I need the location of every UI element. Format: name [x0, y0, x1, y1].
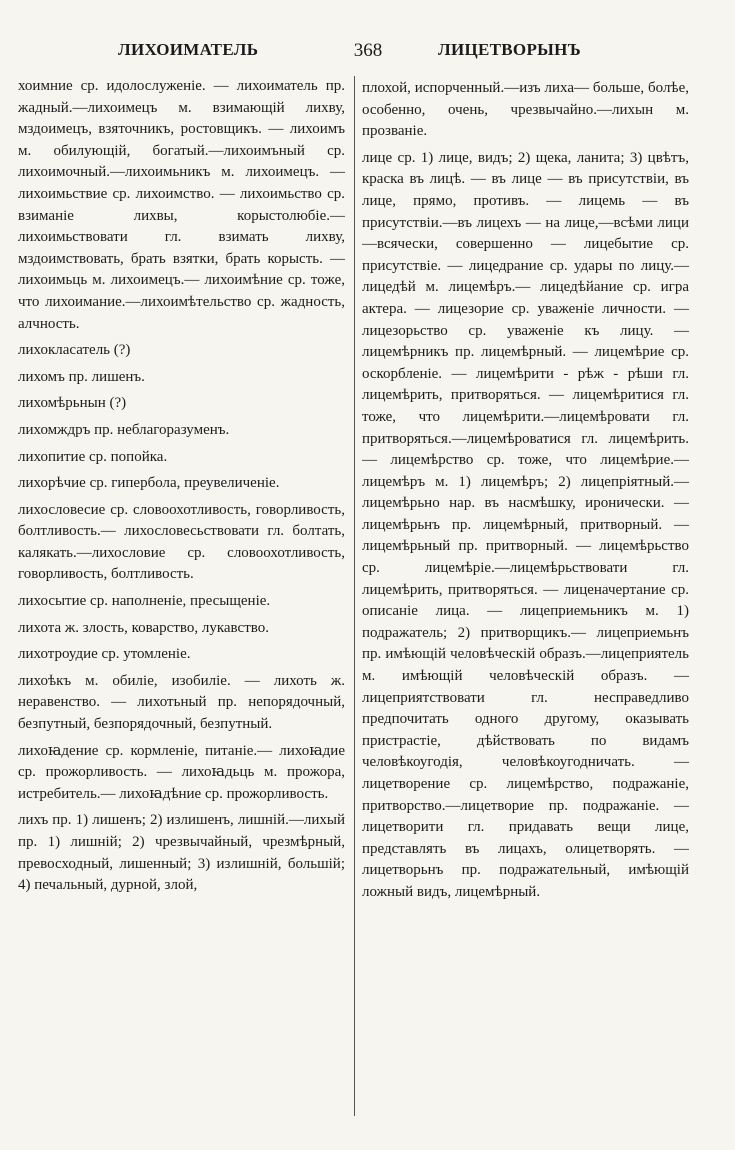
text-columns	[18, 76, 718, 1126]
dictionary-entry: лихомждръ пр. неблагоразуменъ.	[18, 421, 230, 438]
dictionary-entry: лице ср. 1) лице, видъ; 2) щека, ланита; 3) цвѣтъ, краска въ лицѣ. — въ лице — въ присутствіи, въ лице, прямо, противъ. — лицемь — въ присутствіи.—въ лицехъ — на лице,—всѣми лици—всячески, совершенно — лицебытие ср. присутствіе. — лицедрание ср. удары по лицу.—лицедѣй м. лицемѣръ.— лицедѣйание ср. игра актера. — лицезорие ср. уваженіе личности. — лицезорьство ср. уваженіе къ лицу. —лицемѣрникъ пр. лицемѣрный. — лицемѣрие ср. оскорбленіе. — лицемѣрити - рѣж - рѣши гл. лицемѣрить, притворяться. — лицемѣритися гл. тоже, что лицемѣрити.—лицемѣровати гл. притворяться.—лицемѣроватися гл. лицемѣрить. — лицемѣрство ср. тоже, что лицемѣрие.—лицемѣръ м. 1) лицемѣръ; 2) лицепріятный.—лицемѣрьно нар. въ насмѣшку, иронически. — лицемѣрьнъ пр. лицемѣрный, притворный. — лицемѣрьный пр. притворный. — лицемѣрьство ср. лицемѣріе.—лицемѣрьствовати гл. лицемѣрить, притворяться. — лиценачертание ср. описаніе лица. — лицеприемьникъ м. 1) подражатель; 2) притворщикъ.— лицеприемьнъ пр. имѣющій человѣческій образъ.—лицеприятель м. имѣющій человѣческій образъ. — лицеприятствовати гл. несправедливо предпочитать одного другому, оказывать пристрастіе, дѣйствовать по видамъ человѣкоугодія, человѣкоугодничать. — лицетворение ср. лицемѣрство, подражаніе, притворство.—лицетворие пр. подражаніе. —лицетворити гл. придавать вещи лице, представлять въ лицахъ, олицетворять. — лицетворьнъ пр. подражательный, имѣющій ложный видъ, лицемѣрный.	[362, 149, 689, 900]
dictionary-entry: лихота ж. злость, коварство, лукавство.	[18, 619, 269, 636]
dictionary-entry: лихословесие ср. словоохотливость, говорливость, болтливость.— лихословесьствовати гл. болтать, калякать.—лихословие ср. словоохотливость, говорливость, болтливость.	[18, 501, 345, 583]
dictionary-entry: хоимние ср. идолослуженіе. — лихоиматель пр. жадный.—лихоимецъ м. взимающій лихву, мздоимецъ, взяточникъ, ростовщикъ. — лихоимъ м. обилующій, богатый.—лихоимъный ср. лихоимочный.—лихоимьникъ м. лихоимецъ. — лихоимьствие ср. лихоимство. — лихоимьство ср. взиманіе лихвы, корыстолюбіе.— лихоимьствовати гл. взимать лихву, мздоимствовать, брать взятки, брать корысть. — лихоимьць м. лихоимецъ.— лихоимѣние ср. тоже, что лихоимание.—лихоимѣтельство ср. жадность, алчность.	[18, 78, 345, 332]
dictionary-entry: лихокласатель (?)	[18, 342, 131, 359]
dictionary-entry: лихосытие ср. наполненіе, пресыщеніе.	[18, 593, 271, 610]
right-column	[362, 78, 689, 1128]
dictionary-entry: лихомъ пр. лишенъ.	[18, 368, 145, 385]
dictionary-entry: лихомѣрьнын (?)	[18, 395, 127, 412]
dictionary-entry: лихоѣкъ м. обиліе, изобиліе. — лихоть ж. неравенство. — лихотьный пр. непорядочный, безпутный, безпорядочный, безпутный.	[18, 672, 345, 733]
dictionary-entry: лихъ пр. 1) лишенъ; 2) излишенъ, лишній.—лихый пр. 1) лишній; 2) чрезвычайный, чрезмѣрный, превосходный, лишенный; 3) излишній, большій; 4) печальный, дурной, злой,	[18, 812, 345, 894]
dictionary-entry: лихопитие ср. попойка.	[18, 448, 168, 465]
dictionary-entry: лихотроудие ср. утомленіе.	[18, 646, 191, 663]
page-number: 368	[353, 40, 383, 61]
running-head-right: ЛИЦЕТВОРЫНЪ	[438, 40, 581, 59]
dictionary-entry: лихоꙗдение ср. кормленіе, питаніе.— лихоꙗдие ср. прожорливость. — лихоꙗдьць м. прожора, истребитель.— лихоꙗдѣние ср. прожорливость.	[18, 742, 345, 802]
dictionary-entry: лихорѣчие ср. гипербола, преувеличеніе.	[18, 475, 280, 492]
column-divider	[354, 76, 355, 1116]
running-head-left: ЛИХОИМАТЕЛЬ	[118, 40, 259, 59]
page-header	[20, 40, 717, 70]
left-column	[18, 76, 345, 1126]
dictionary-entry: плохой, испорченный.—изъ лиха— больше, болѣе, особенно, очень, чрезвычайно.—лихын м. прозваніе.	[362, 80, 689, 140]
